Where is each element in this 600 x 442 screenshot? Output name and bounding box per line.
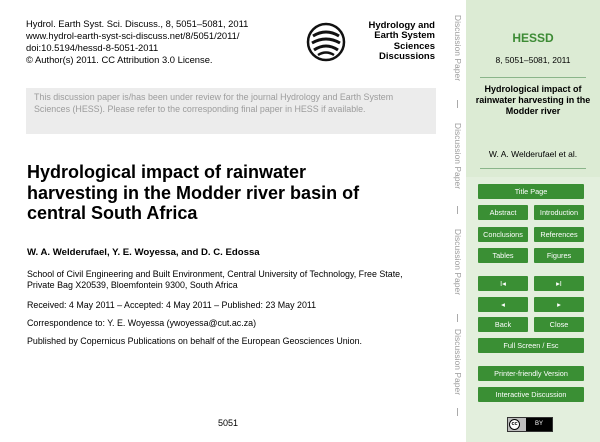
back-button[interactable]: Back: [478, 317, 528, 332]
affiliation: School of Civil Engineering and Built Environment, Central University of Technology, Free State, Private Bag X20539, Bloemfontein 9300, South Africa: [27, 269, 403, 291]
by-icon: BY: [526, 418, 552, 431]
strip-label: Discussion Paper: [453, 14, 463, 82]
interactive-discussion-button[interactable]: Interactive Discussion: [478, 387, 584, 402]
publisher-line: Published by Copernicus Publications on behalf of the European Geosciences Union.: [27, 336, 362, 346]
citation-line: Hydrol. Earth Syst. Sci. Discuss., 8, 5051–5081, 2011: [26, 18, 249, 29]
copyright-line: © Author(s) 2011. CC Attribution 3.0 License.: [26, 54, 213, 65]
strip-divider: [457, 100, 458, 108]
conclusions-button[interactable]: Conclusions: [478, 227, 528, 242]
sidebar-title: Hydrological impact of rainwater harvesting in the Modder river: [475, 84, 591, 116]
review-notice: This discussion paper is/has been under review for the journal Hydrology and Earth System Sciences (HESS). Please refer to the corresponding final paper in HESS if available.: [26, 88, 436, 134]
title-line: central South Africa: [27, 203, 198, 223]
volume-info: 8, 5051–5081, 2011: [495, 55, 571, 65]
strip-divider: [457, 314, 458, 322]
paper-title: [27, 162, 427, 224]
title-line: Hydrological impact of rainwater: [27, 162, 307, 182]
author-list: W. A. Welderufael, Y. E. Woyessa, and D. C. Edossa: [27, 247, 260, 258]
strip-divider: [457, 408, 458, 416]
strip-label: Discussion Paper: [453, 328, 463, 396]
discussion-paper-strip: [449, 0, 466, 442]
abstract-button[interactable]: Abstract: [478, 205, 528, 220]
dates-line: Received: 4 May 2011 – Accepted: 4 May 2011 – Published: 23 May 2011: [27, 300, 317, 310]
strip-divider: [457, 206, 458, 214]
full-screen-button[interactable]: Full Screen / Esc: [478, 338, 584, 353]
journal-metadata: [26, 18, 248, 66]
strip-label: Discussion Paper: [453, 228, 463, 296]
strip-label: Discussion Paper: [453, 122, 463, 190]
url-link[interactable]: www.hydrol-earth-syst-sci-discuss.net/8/5051/2011/: [26, 30, 240, 41]
printer-friendly-button[interactable]: Printer-friendly Version: [478, 366, 584, 381]
title-line: harvesting in the Modder river basin of: [27, 182, 360, 203]
last-page-button[interactable]: ▸I: [534, 276, 584, 291]
egu-logo-icon: [306, 22, 346, 62]
doi-line: doi:10.5194/hessd-8-5051-2011: [26, 42, 159, 53]
sidebar-divider: [480, 168, 586, 169]
sidebar-divider: [480, 77, 586, 78]
cc-icon: cc: [509, 419, 520, 430]
tables-button[interactable]: Tables: [478, 248, 528, 263]
logo-wordmark: [343, 21, 435, 62]
cc-license-badge[interactable]: [507, 417, 553, 432]
logo-line: Sciences: [393, 40, 435, 52]
introduction-button[interactable]: Introduction: [534, 205, 584, 220]
close-button[interactable]: Close: [534, 317, 584, 332]
logo-line: Discussions: [379, 50, 435, 62]
next-page-button[interactable]: ▸: [534, 297, 584, 312]
journal-name: HESSD: [512, 31, 554, 45]
correspondence-line: Correspondence to: Y. E. Woyessa (ywoyessa@cut.ac.za): [27, 318, 257, 328]
title-page-button[interactable]: Title Page: [478, 184, 584, 199]
page-number: 5051: [218, 418, 239, 428]
logo-line: Hydrology and: [368, 20, 435, 31]
references-button[interactable]: References: [534, 227, 584, 242]
logo-line: Earth System: [374, 30, 435, 42]
sidebar-authors: W. A. Welderufael et al.: [488, 149, 578, 159]
first-page-button[interactable]: I◂: [478, 276, 528, 291]
figures-button[interactable]: Figures: [534, 248, 584, 263]
previous-page-button[interactable]: ◂: [478, 297, 528, 312]
